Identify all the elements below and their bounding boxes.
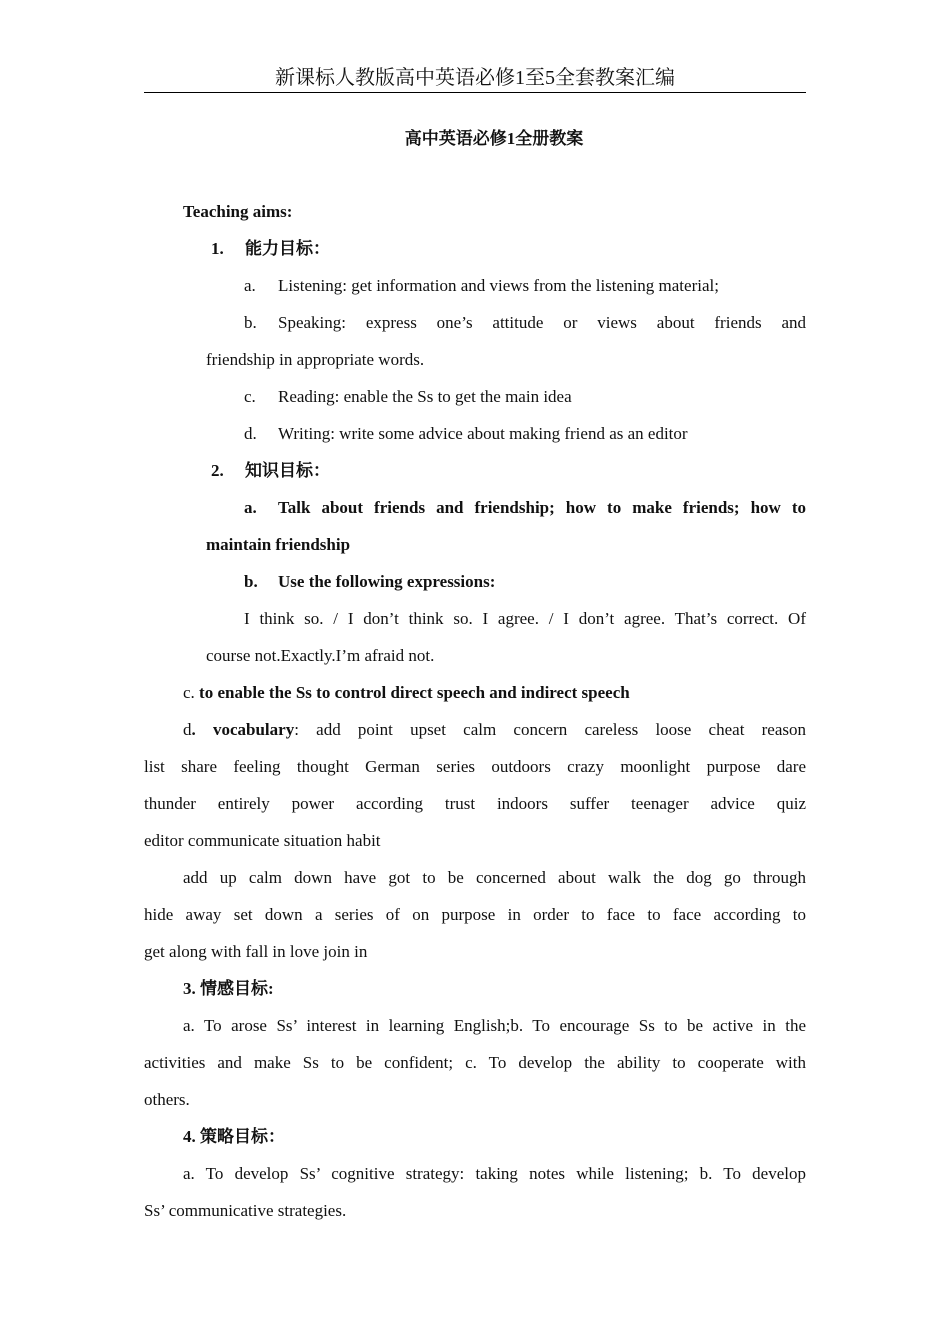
s2-item-c: c. to enable the Ss to control direct speech and indirect speech [183, 683, 630, 702]
section-3-text: a. To arose Ss’ interest in learning English;b. To encourage Ss to be active in the activities and make Ss to be confident; c. To develop the ability to cooperate with others. [144, 1016, 806, 1109]
s2-phrases: add up calm down have got to be concerned about walk the dog go through hide away set down a series of on purpose in order to face to face according to get along with fall in love join in [144, 868, 806, 961]
document-body [144, 193, 806, 1229]
section-1-heading: 1. 能力目标： [211, 239, 330, 258]
page-header: 新课标人教版高中英语必修1至5全套教案汇编 [144, 64, 806, 93]
section-4-text: a. To develop Ss’ cognitive strategy: taking notes while listening; b. To develop Ss’ communicative strategies. [144, 1164, 806, 1220]
document-title: 高中英语必修1全册教案 [404, 129, 584, 148]
section-3-heading: 3. 情感目标: [183, 979, 274, 998]
s2-vocabulary: d. vocabulary: add point upset calm concern careless loose cheat reason list share feeling thought German series outdoors crazy moonlight purpose dare thunder entirely power according trust indoors suffer teenager advice quiz editor communicate situation habit [144, 720, 807, 850]
s1-item-c: c. Reading: enable the Ss to get the main idea [244, 387, 572, 406]
teaching-aims-heading: Teaching aims: [183, 202, 293, 221]
s2-expressions: I think so. / I don’t think so. I agree. / I don’t agree. That’s correct. Of course not.Exactly.I’m afraid not. [206, 609, 806, 665]
section-2-heading: 2. 知识目标： [211, 461, 330, 480]
s1-item-d: d. Writing: write some advice about making friend as an editor [244, 424, 688, 443]
s2-item-b: b. Use the following expressions: [244, 572, 496, 591]
s2-item-a: a. Talk about friends and friendship; how to make friends; how to maintain friendship [206, 498, 806, 554]
s1-item-a: a. Listening: get information and views from the listening material; [244, 276, 719, 295]
s1-item-b: b. Speaking: express one’s attitude or views about friends and friendship in appropriate words. [206, 313, 806, 369]
section-4-heading: 4. 策略目标： [183, 1127, 285, 1146]
